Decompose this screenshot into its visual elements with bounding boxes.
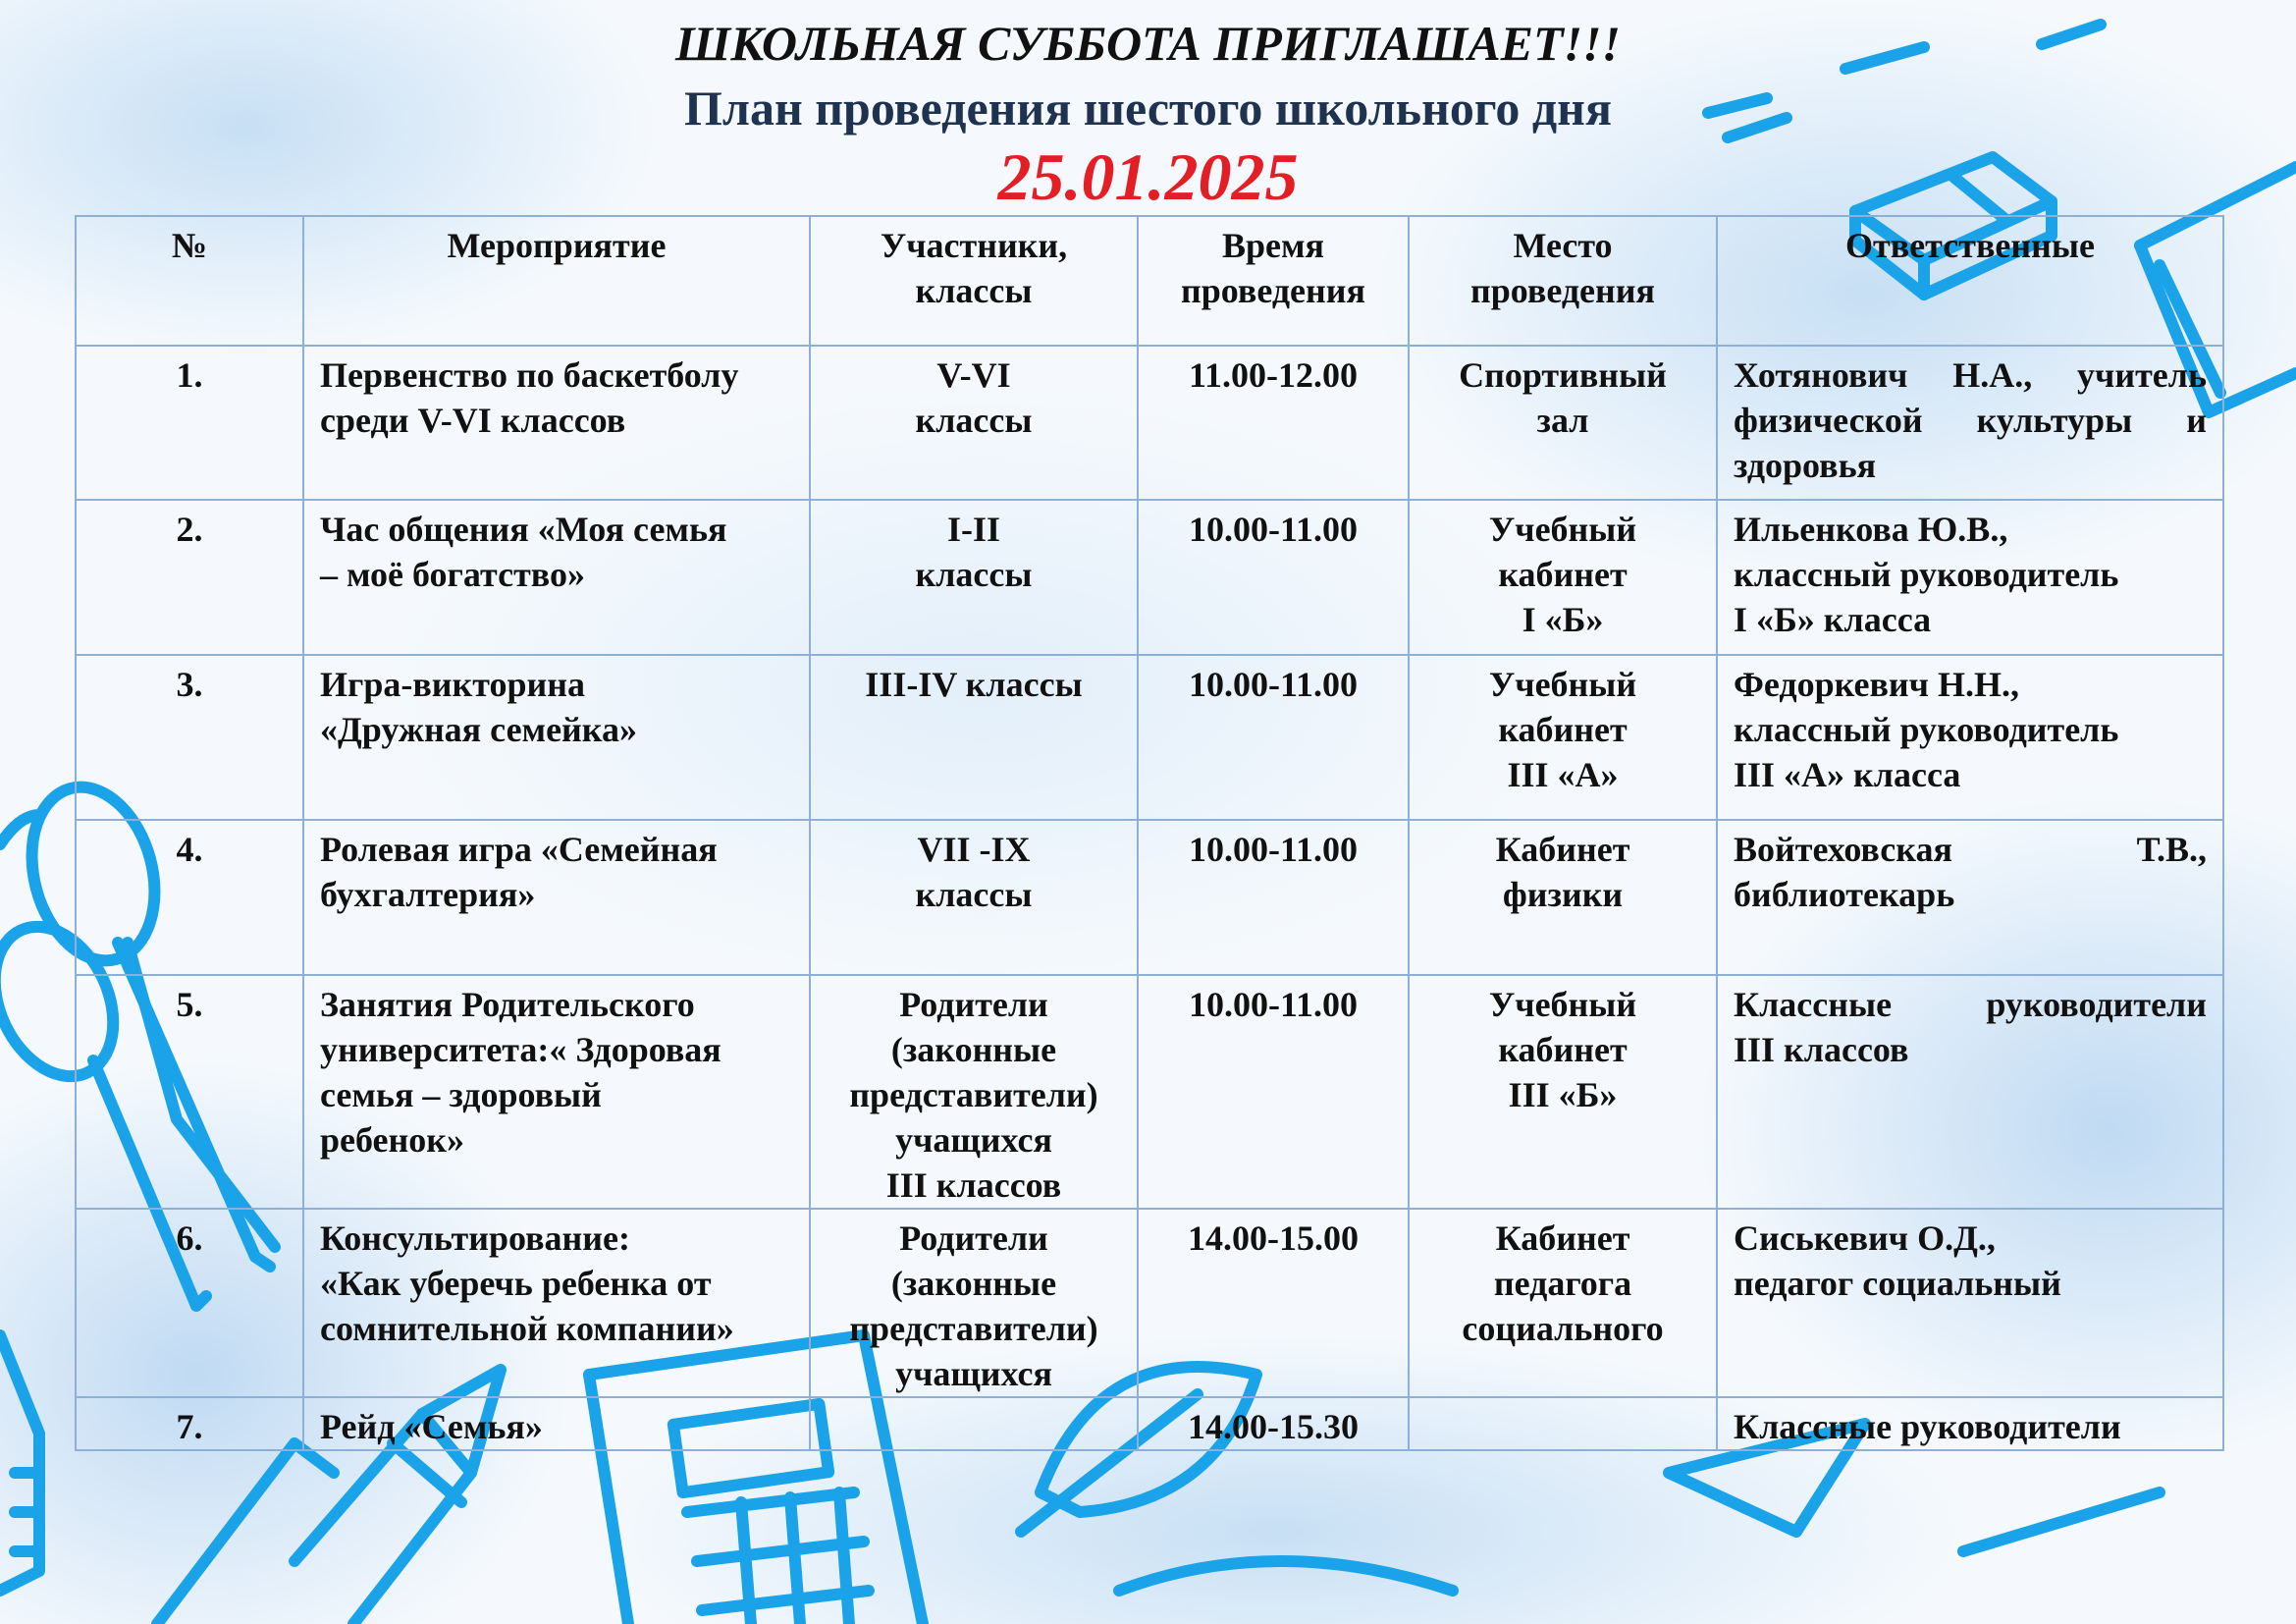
cell-participants-line: I-II <box>946 510 1001 549</box>
cell-participants-line: VII -IX <box>917 830 1031 869</box>
cell-number: 5. <box>76 975 303 1209</box>
cell-place <box>1409 820 1717 975</box>
cell-responsible-line: Федоркевич Н.Н., <box>1734 665 2019 704</box>
cell-responsible-line: III классов <box>1734 1030 1909 1069</box>
cell-responsible <box>1717 655 2223 820</box>
cell-time: 14.00-15.30 <box>1138 1397 1409 1450</box>
header-time-line: Время <box>1221 226 1324 265</box>
cell-place-line: Учебный <box>1488 510 1637 549</box>
table-row <box>76 1209 2223 1397</box>
cell-participants <box>810 820 1138 975</box>
cell-event <box>303 500 810 655</box>
cell-participants <box>810 500 1138 655</box>
cell-responsible-line: Классные руководители <box>1734 1407 2121 1446</box>
cell-participants <box>810 655 1138 820</box>
event-date: 25.01.2025 <box>997 139 1299 214</box>
table-row <box>76 1397 2223 1450</box>
header-responsible <box>1717 216 2223 346</box>
table-row <box>76 655 2223 820</box>
cell-responsible-line: Сиськевич О.Д., <box>1734 1218 1996 1258</box>
cell-time: 10.00-11.00 <box>1138 500 1409 655</box>
header-number <box>76 216 303 346</box>
cell-place <box>1409 655 1717 820</box>
table-row <box>76 500 2223 655</box>
header-time-line: проведения <box>1181 271 1365 310</box>
cell-responsible <box>1717 346 2223 500</box>
cell-event-line: сомнительной компании» <box>320 1309 734 1348</box>
header-participants-line: классы <box>915 271 1033 310</box>
cell-place <box>1409 1209 1717 1397</box>
header-participants-line: Участники, <box>880 226 1068 265</box>
cell-number: 4. <box>76 820 303 975</box>
cell-event-line: бухгалтерия» <box>320 875 536 914</box>
cell-time: 11.00-12.00 <box>1138 346 1409 500</box>
cell-responsible-line: классный руководитель <box>1734 710 2119 749</box>
cell-responsible <box>1717 1397 2223 1450</box>
cell-place <box>1409 346 1717 500</box>
cell-participants-line: V-VI <box>936 355 1011 395</box>
cell-event-line: Консультирование: <box>320 1218 630 1258</box>
cell-participants <box>810 975 1138 1209</box>
table-row <box>76 346 2223 500</box>
cell-participants <box>810 1397 1138 1450</box>
header-time <box>1138 216 1409 346</box>
cell-event <box>303 1209 810 1397</box>
cell-event-line: – моё богатство» <box>320 555 585 594</box>
cell-participants-line: представители) <box>849 1075 1098 1114</box>
cell-place-line: социального <box>1462 1309 1664 1348</box>
cell-event-line: ребенок» <box>320 1120 464 1160</box>
cell-participants-line: III классов <box>885 1165 1062 1205</box>
cell-place <box>1409 1397 1717 1450</box>
schedule-table <box>75 215 2224 1451</box>
cell-event-line: среди V-VI классов <box>320 401 626 440</box>
cell-participants-line: Родители <box>899 1218 1048 1258</box>
header-event-line: Мероприятие <box>447 226 667 265</box>
cell-responsible-line: Хотянович Н.А., учитель <box>1734 355 2207 395</box>
cell-place-line: III «Б» <box>1508 1075 1618 1114</box>
header-place-line: Место <box>1513 226 1613 265</box>
header-place <box>1409 216 1717 346</box>
cell-participants-line: классы <box>915 555 1033 594</box>
cell-number: 3. <box>76 655 303 820</box>
cell-event-line: университета:« Здоровая <box>320 1030 721 1069</box>
cell-responsible-line: педагог социальный <box>1734 1264 2061 1303</box>
cell-event-line: Игра-викторина <box>320 665 585 704</box>
cell-responsible-line: библиотекарь <box>1734 875 1955 914</box>
cell-place-line: кабинет <box>1498 1030 1628 1069</box>
cell-time: 14.00-15.00 <box>1138 1209 1409 1397</box>
table-row <box>76 975 2223 1209</box>
cell-event-line: Занятия Родительского <box>320 985 695 1024</box>
cell-responsible <box>1717 975 2223 1209</box>
header-place-line: проведения <box>1470 271 1655 310</box>
header-responsible-line: Ответственные <box>1845 226 2095 265</box>
cell-event <box>303 820 810 975</box>
cell-place-line: Кабинет <box>1495 1218 1630 1258</box>
cell-participants <box>810 346 1138 500</box>
cell-place-line: Кабинет <box>1495 830 1630 869</box>
cell-place-line: зал <box>1536 401 1589 440</box>
cell-event-line: Первенство по баскетболу <box>320 355 739 395</box>
table-header-row <box>76 216 2223 346</box>
page-title: ШКОЛЬНАЯ СУББОТА ПРИГЛАШАЕТ!!! <box>675 16 1621 71</box>
cell-event <box>303 1397 810 1450</box>
cell-responsible <box>1717 1209 2223 1397</box>
cell-participants-line: (законные <box>890 1264 1057 1303</box>
cell-event-line: Ролевая игра «Семейная <box>320 830 718 869</box>
cell-participants-line: Родители <box>899 985 1048 1024</box>
cell-responsible <box>1717 500 2223 655</box>
cell-event-line: Час общения «Моя семья <box>320 510 727 549</box>
cell-responsible-line: Классные руководители <box>1734 985 2207 1024</box>
header-number-text: № <box>171 226 208 265</box>
cell-event-line: семья – здоровый <box>320 1075 602 1114</box>
cell-number: 2. <box>76 500 303 655</box>
cell-participants-line: (законные <box>890 1030 1057 1069</box>
cell-responsible-line: классный руководитель <box>1734 555 2119 594</box>
cell-place-line: I «Б» <box>1522 600 1604 639</box>
cell-event-line: «Как уберечь ребенка от <box>320 1264 712 1303</box>
cell-event-line: Рейд «Семья» <box>320 1407 543 1446</box>
cell-place-line: Учебный <box>1488 665 1637 704</box>
header-event <box>303 216 810 346</box>
cell-time: 10.00-11.00 <box>1138 655 1409 820</box>
table-row <box>76 820 2223 975</box>
cell-place-line: педагога <box>1493 1264 1632 1303</box>
cell-number: 1. <box>76 346 303 500</box>
cell-event <box>303 975 810 1209</box>
cell-responsible <box>1717 820 2223 975</box>
cell-place <box>1409 975 1717 1209</box>
cell-place-line: физики <box>1502 875 1624 914</box>
header-participants <box>810 216 1138 346</box>
cell-place-line: кабинет <box>1498 555 1628 594</box>
cell-participants-line: III-IV классы <box>865 665 1083 704</box>
cell-event <box>303 655 810 820</box>
cell-place-line: Спортивный <box>1459 355 1667 395</box>
cell-participants-line: учащихся <box>895 1354 1052 1393</box>
page-subtitle: План проведения шестого школьного дня <box>684 81 1612 135</box>
cell-responsible-line: здоровья <box>1734 446 1877 485</box>
cell-time: 10.00-11.00 <box>1138 820 1409 975</box>
cell-event-line: «Дружная семейка» <box>320 710 637 749</box>
cell-participants-line: классы <box>915 401 1033 440</box>
cell-place-line: Учебный <box>1488 985 1637 1024</box>
cell-time: 10.00-11.00 <box>1138 975 1409 1209</box>
cell-responsible-line: Войтеховская Т.В., <box>1734 830 2207 869</box>
cell-responsible-line: физической культуры и <box>1734 401 2207 440</box>
cell-place <box>1409 500 1717 655</box>
cell-responsible-line: III «А» класса <box>1734 755 1961 794</box>
cell-place-line: кабинет <box>1498 710 1628 749</box>
cell-number: 6. <box>76 1209 303 1397</box>
cell-participants-line: учащихся <box>895 1120 1052 1160</box>
cell-responsible-line: Ильенкова Ю.В., <box>1734 510 2008 549</box>
cell-participants <box>810 1209 1138 1397</box>
cell-responsible-line: I «Б» класса <box>1734 600 1932 639</box>
cell-place-line: III «А» <box>1507 755 1619 794</box>
cell-participants-line: представители) <box>849 1309 1098 1348</box>
cell-event <box>303 346 810 500</box>
cell-number: 7. <box>76 1397 303 1450</box>
cell-participants-line: классы <box>915 875 1033 914</box>
